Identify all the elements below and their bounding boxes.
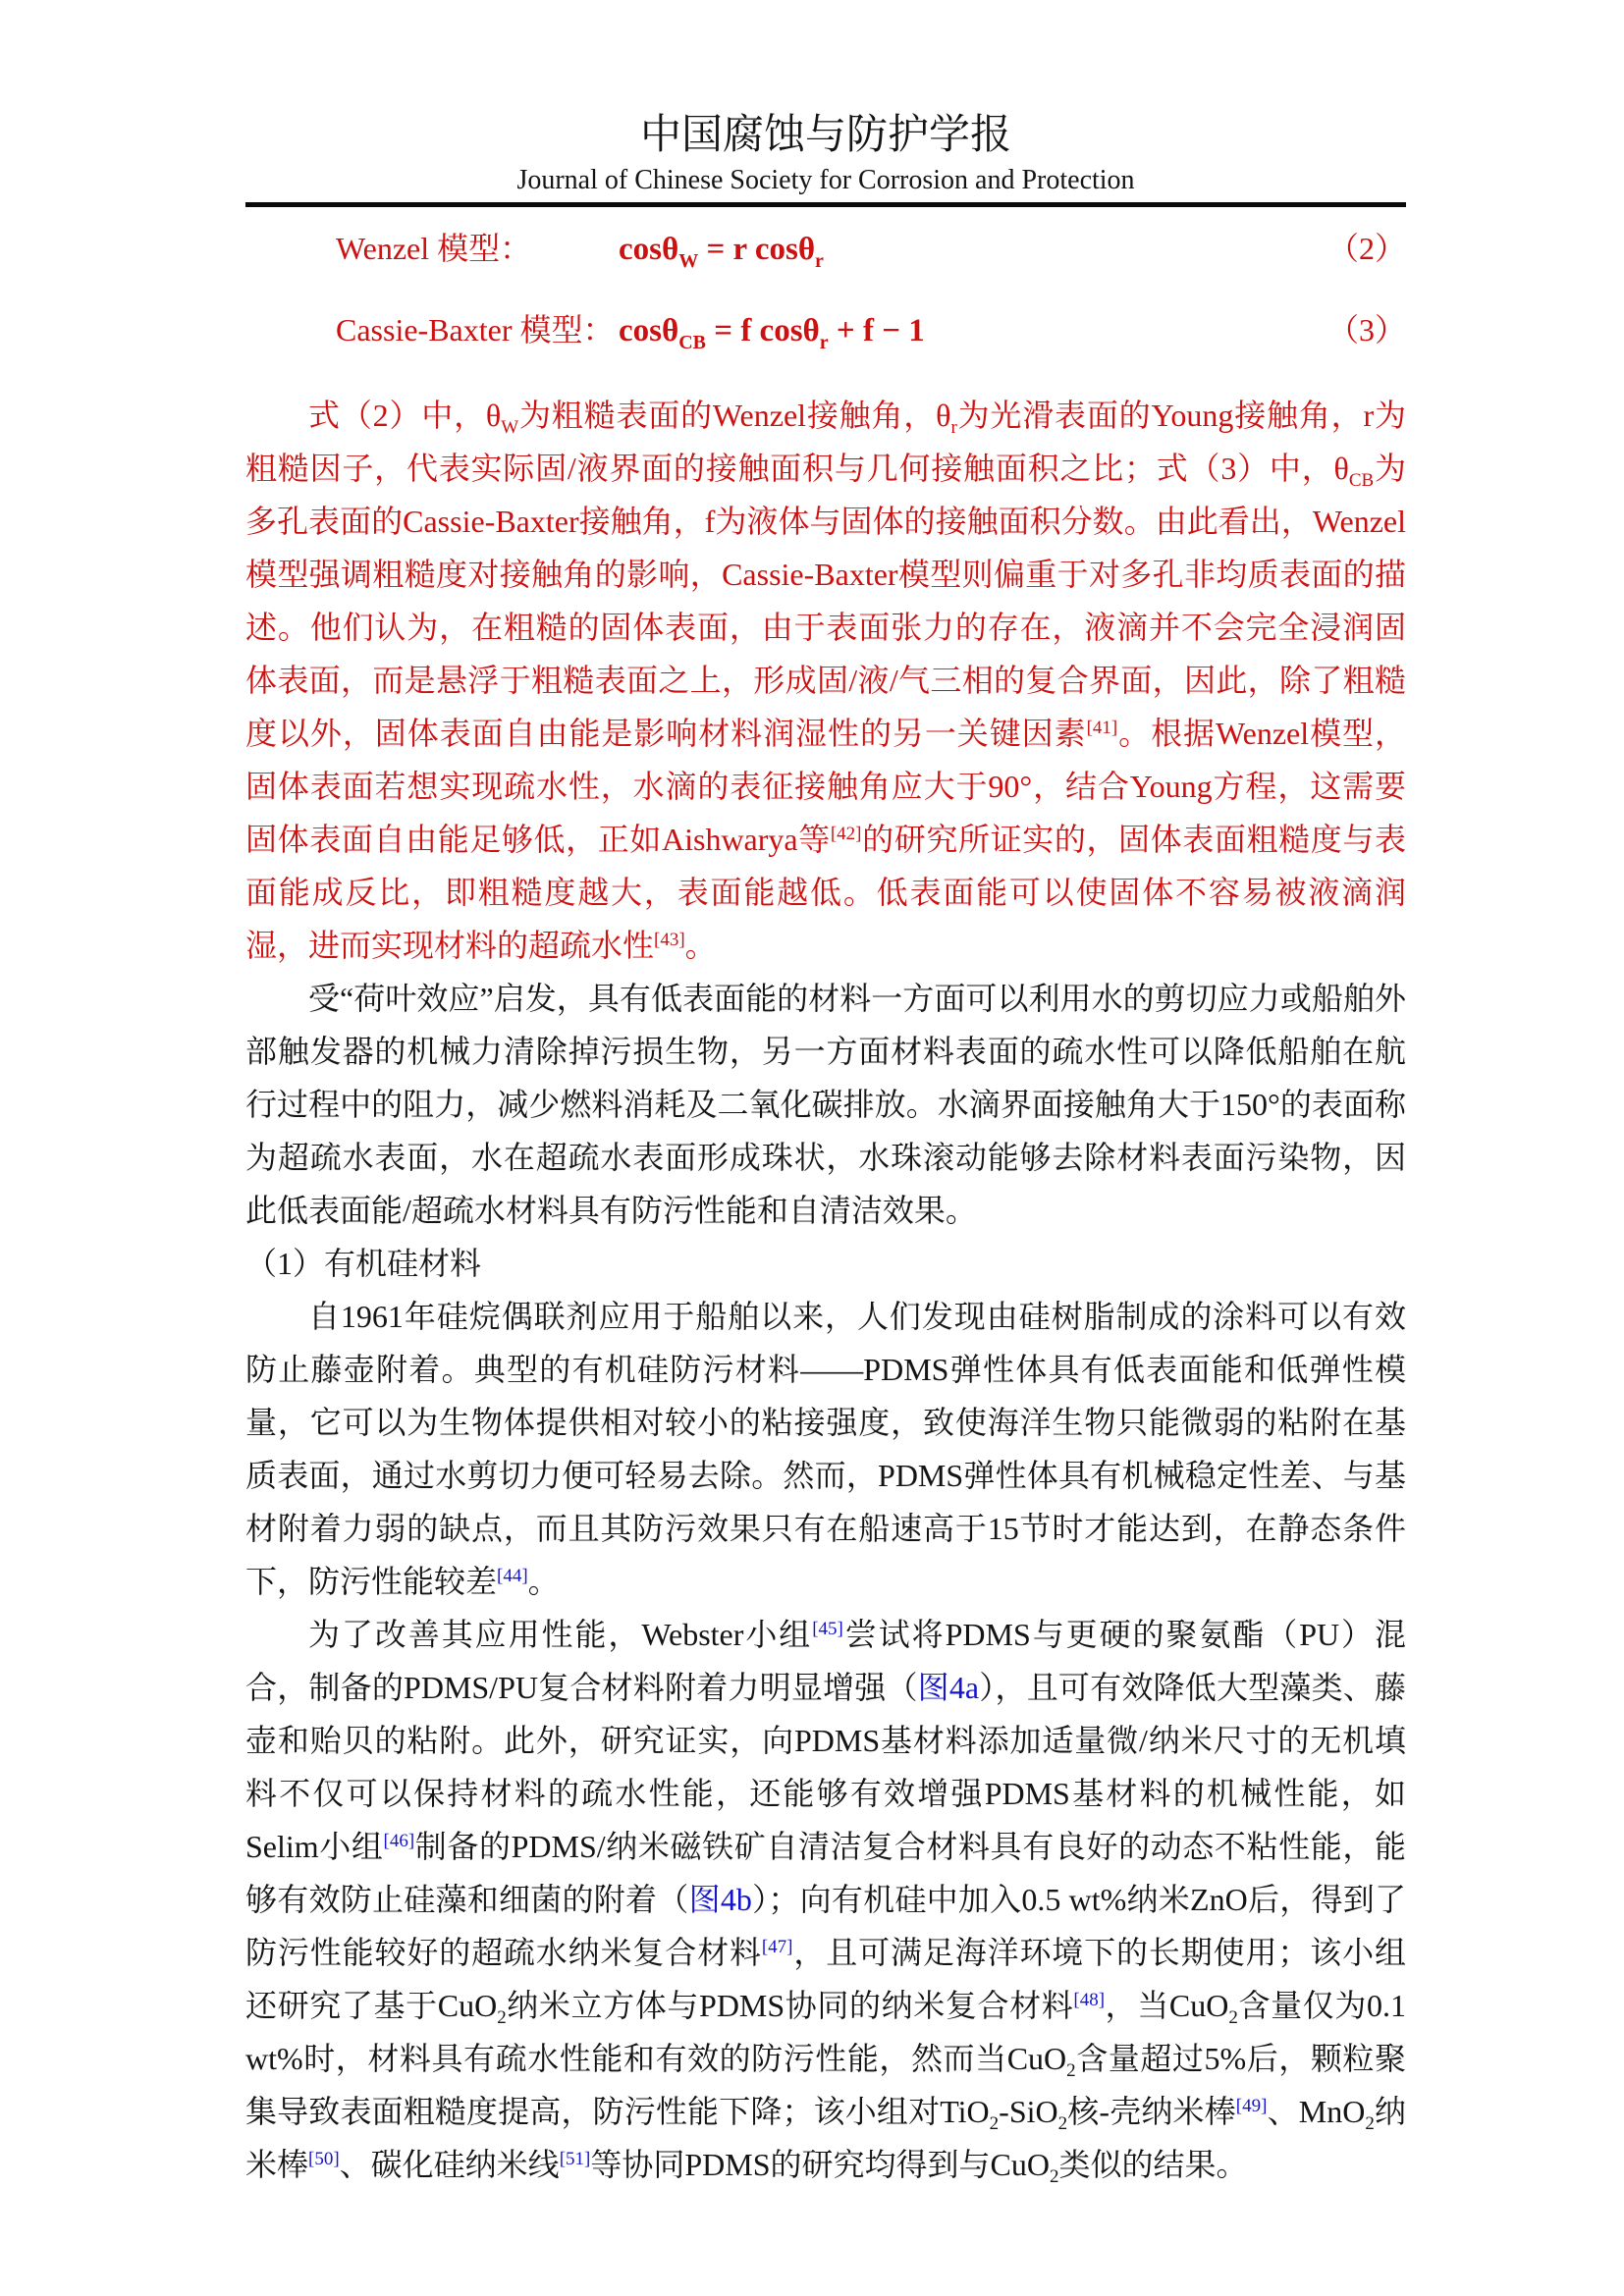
text-run: 。根据Wenzel模型，固体表面若想实现疏水性，水滴的表征接触角应大于90°，结合Young方程，这需要固体表面自由能足够低，正如Aishwarya等 — [245, 716, 1406, 857]
text-run: cosθ — [619, 232, 679, 267]
subscript-text: CB — [678, 332, 707, 353]
subscript-text: 2 — [1066, 2060, 1076, 2081]
subscript-text: r — [819, 332, 829, 353]
equations-block — [245, 224, 1406, 387]
citation-ref[interactable]: [48] — [1073, 1990, 1106, 2010]
citation-ref: [43] — [654, 930, 685, 950]
text-run: = r cosθ — [698, 232, 816, 267]
figure-link[interactable]: 图4a — [917, 1670, 980, 1705]
text-run: cosθ — [619, 313, 679, 348]
paragraph-wenzel-cassie-explanation — [245, 389, 1406, 972]
text-run: 的研究所证实的，固体表面粗糙度与表面能成反比，即粗糙度越大，表面能越低。低表面能可以使固体不容易被液滴润湿，进而实现材料的超疏水性 — [245, 822, 1406, 963]
journal-title-english: Journal of Chinese Society for Corrosion and Protection — [516, 165, 1135, 195]
citation-ref[interactable]: [49] — [1235, 2096, 1268, 2116]
equation-number: （2） — [1326, 231, 1406, 266]
text-run: ），且可有效降低大型藻类、藤壶和贻贝的粘附。此外，研究证实，向PDMS基材料添加适量微/纳米尺寸的无机填料不仅可以保持材料的疏水性能，还能够有效增强PDMS基材料的机械性能，如Selim小组 — [245, 1670, 1406, 1864]
text-run: 为多孔表面的Cassie-Baxter接触角，f为液体与固体的接触面积分数。由此看出，Wenzel模型强调粗糙度对接触角的影响，Cassie-Baxter模型则偏重于对多孔非均质表面的描述。他们认为，在粗糙的固体表面，由于表面张力的存在，液滴并不会完全浸润固体表面，而是悬浮于粗糙表面之上，形成固/液/气三相的复合界面，因此，除了粗糙度以外，固体表面自由能是影响材料润湿性的另一关键因素 — [245, 451, 1406, 751]
figure-link[interactable]: 图4b — [688, 1882, 752, 1917]
text-run: 为粗糙表面的Wenzel接触角，θ — [518, 398, 951, 433]
text-run: 为了改善其应用性能，Webster小组 — [308, 1617, 813, 1652]
text-run: 尝试将PDMS与更硬的聚氨酯（PU）混合，制备的PDMS/PU复合材料附着力明显增强（ — [245, 1617, 1406, 1705]
citation-ref: [42] — [830, 824, 862, 844]
heading-organosilicon — [245, 1237, 1406, 1290]
subscript-text: 2 — [989, 2113, 1000, 2134]
equation-row — [245, 305, 1406, 352]
text-run: 等协同PDMS的研究均得到与CuO — [590, 2147, 1050, 2182]
text-run: 式（2）中，θ — [308, 398, 502, 433]
text-run: 、MnO — [1267, 2094, 1366, 2129]
text-run: 类似的结果。 — [1058, 2147, 1248, 2182]
journal-title-chinese: 中国腐蚀与防护学报 — [639, 113, 1011, 158]
text-run: ，且可满足海洋环境下的长期使用；该小组还研究了基于CuO — [245, 1935, 1406, 2023]
text-run: 核-壳纳米棒 — [1067, 2094, 1236, 2129]
citation-ref[interactable]: [46] — [383, 1831, 415, 1851]
text-run: 受“荷叶效应”启发，具有低表面能的材料一方面可以利用水的剪切应力或船舶外部触发器的机械力清除掉污损生物，另一方面材料表面的疏水性可以降低船舶在航行过程中的阻力，减少燃料消耗及二氧化碳排放。水滴界面接触角大于150°的表面称为超疏水表面，水在超疏水表面形成珠状，水珠滚动能够去除材料表面污染物，因此低表面能/超疏水材料具有防污性能和自清洁效果。 — [245, 981, 1406, 1228]
text-run: 纳米棒 — [245, 2094, 1406, 2182]
subscript-text: 2 — [1228, 2007, 1238, 2028]
citation-ref[interactable]: [50] — [308, 2149, 340, 2169]
header-divider — [245, 202, 1406, 207]
subscript-text: 2 — [1365, 2113, 1375, 2134]
citation-ref[interactable]: [47] — [761, 1937, 793, 1957]
equation-number: （3） — [1326, 312, 1406, 347]
paragraph-pdms — [245, 1290, 1406, 1608]
subscript-text: W — [501, 417, 519, 438]
text-run: 。 — [684, 928, 717, 963]
text-run: + f − 1 — [828, 313, 925, 348]
text-run: ，当CuO — [1105, 1988, 1229, 2023]
text-run: （1）有机硅材料 — [245, 1246, 482, 1281]
text-run: 含量仅为0.1 wt%时，材料具有疏水性能和有效的防污性能，然而当CuO — [245, 1988, 1406, 2076]
equation-formula — [619, 313, 1327, 353]
citation-ref[interactable]: [51] — [559, 2149, 591, 2169]
text-run: 自1961年硅烷偶联剂应用于船舶以来，人们发现由硅树脂制成的涂料可以有效防止藤壶附着。典型的有机硅防污材料——PDMS弹性体具有低表面能和低弹性模量，它可以为生物体提供相对较小的粘接强度，致使海洋生物只能微弱的粘附在基质表面，通过水剪切力便可轻易去除。然而，PDMS弹性体具有机械稳定性差、与基材附着力弱的缺点，而且其防污效果只有在船速高于15节时才能达到，在静态条件下，防污性能较差 — [245, 1299, 1406, 1599]
text-run: 制备的PDMS/纳米磁铁矿自清洁复合材料具有良好的动态不粘性能，能够有效防止硅藻和细菌的附着（ — [245, 1829, 1406, 1917]
text-run: 。 — [527, 1564, 560, 1599]
subscript-text: CB — [1348, 470, 1375, 491]
subscript-text: 2 — [1057, 2113, 1068, 2134]
text-run: 含量超过5%后，颗粒聚集导致表面粗糙度提高，防污性能下降；该小组对TiO — [245, 2041, 1406, 2129]
subscript-text: 2 — [497, 2007, 507, 2028]
equation-label: Cassie-Baxter 模型： — [336, 312, 615, 347]
equation-row — [245, 224, 1406, 271]
text-run: 纳米立方体与PDMS协同的纳米复合材料 — [506, 1988, 1074, 2023]
equation-formula — [619, 232, 1327, 272]
subscript-text: W — [678, 250, 699, 272]
text-run: = f cosθ — [706, 313, 820, 348]
subscript-text: 2 — [1049, 2166, 1059, 2187]
paragraph-lotus-effect — [245, 972, 1406, 1237]
journal-header — [245, 0, 1406, 207]
paragraph-pdms-composites — [245, 1608, 1406, 2191]
citation-ref: [41] — [1086, 718, 1118, 738]
text-run: ）；向有机硅中加入0.5 wt%纳米ZnO后，得到了防污性能较好的超疏水纳米复合材料 — [245, 1882, 1406, 1970]
equation-label: Wenzel 模型： — [336, 231, 532, 266]
citation-ref[interactable]: [44] — [497, 1566, 528, 1586]
article-body — [245, 389, 1406, 2191]
subscript-text: r — [815, 250, 824, 272]
text-run: -SiO — [999, 2094, 1058, 2129]
citation-ref[interactable]: [45] — [812, 1619, 843, 1639]
text-run: 、碳化硅纳米线 — [339, 2147, 560, 2182]
subscript-text: r — [950, 417, 957, 438]
text-run: 为光滑表面的Young接触角，r为粗糙因子，代表实际固/液界面的接触面积与几何接触面积之比；式（3）中，θ — [245, 398, 1406, 486]
